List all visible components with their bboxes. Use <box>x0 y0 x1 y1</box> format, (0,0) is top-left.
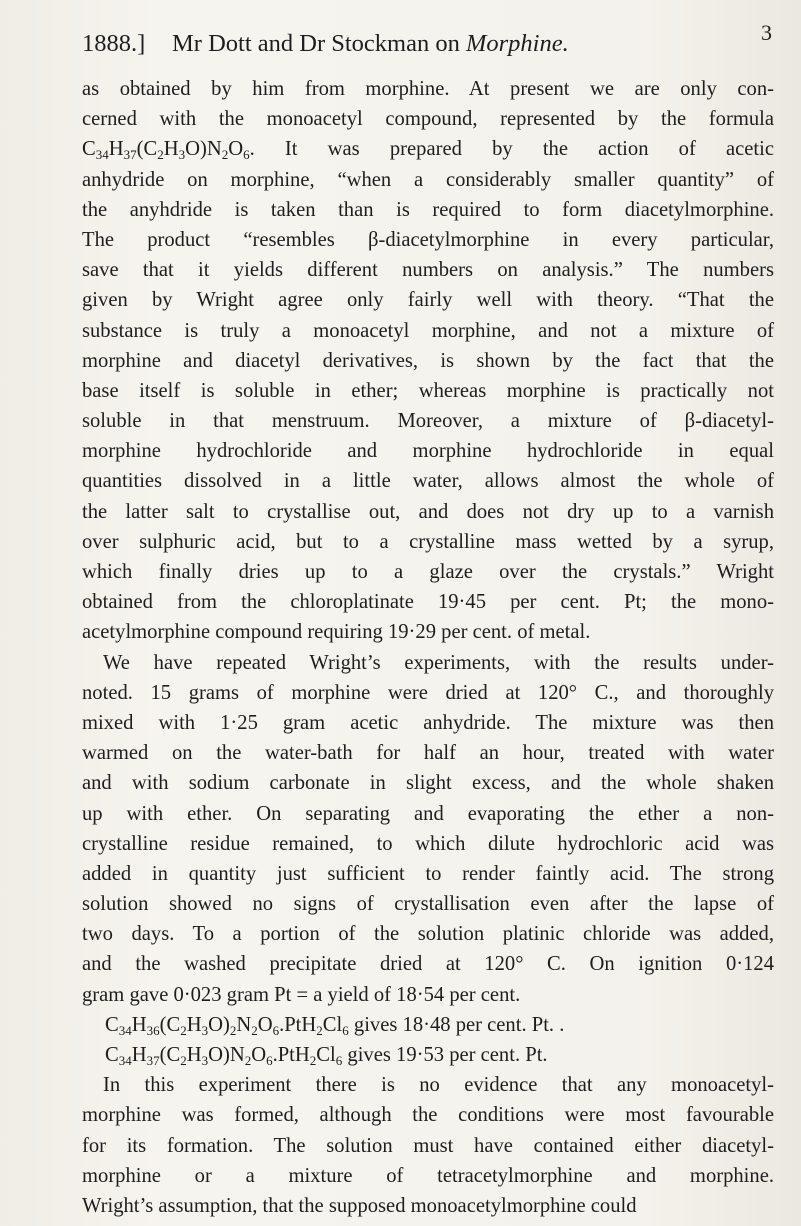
text-line: $C_{34}H_{36}(C_2H_3O)_2N_2O_6.PtH_2Cl_6$ gives 18·48 per cent. Pt. . <box>105 1013 565 1038</box>
header-year: 1888.] <box>82 30 146 57</box>
header-authors: Mr Dott and Dr Stockman on <box>172 30 460 57</box>
text-line: gram gave 0·023 gram Pt = a yield of 18·54 per cent. <box>82 983 521 1006</box>
text-line: soluble in that menstruum. Moreover, a mixture of β-diacetyl- <box>82 410 774 433</box>
text-line: The product “resembles β-diacetylmorphine in every particular, <box>82 228 774 251</box>
text-line: $C_{34}H_{37}(C_2H_3O)N_2O_6.PtH_2Cl_6$ gives 19·53 per cent. Pt. <box>105 1044 548 1068</box>
text-line: In this experiment there is no evidence that any monoacetyl- <box>103 1074 774 1097</box>
text-line: morphine hydrochloride and morphine hydrochloride in equal <box>82 440 774 463</box>
header-title <box>172 30 569 58</box>
text-line: cerned with the monoacetyl compound, represented by the formula <box>82 108 774 131</box>
text-line: morphine was formed, although the conditions were most favourable <box>82 1104 774 1127</box>
text-line: for its formation. The solution must have contained either diacetyl- <box>82 1134 774 1157</box>
header-subject: Morphine. <box>465 30 569 57</box>
text-line: Wright’s assumption, that the supposed monoacetylmorphine could <box>82 1194 637 1217</box>
text-line: morphine and diacetyl derivatives, is shown by the fact that the <box>82 349 774 372</box>
text-line: acetylmorphine compound requiring 19·29 per cent. of metal. <box>82 621 591 644</box>
text-line: crystalline residue remained, to which dilute hydrochloric acid was <box>82 832 774 855</box>
text-line: obtained from the chloroplatinate 19·45 per cent. Pt; the mono- <box>82 591 774 614</box>
text-line: quantities dissolved in a little water, allows almost the whole of <box>82 470 774 493</box>
text-line: as obtained by him from morphine. At present we are only con- <box>82 78 774 100</box>
text-line: which finally dries up to a glaze over the crystals.” Wright <box>82 561 774 583</box>
text-line: substance is truly a monoacetyl morphine, and not a mixture of <box>82 319 774 342</box>
text-line: We have repeated Wright’s experiments, with the results under- <box>103 651 774 674</box>
page-number: 3 <box>761 20 772 45</box>
text-line: morphine or a mixture of tetracetylmorphine and morphine. <box>82 1164 774 1187</box>
text-line: warmed on the water-bath for half an hour, treated with water <box>82 742 774 765</box>
text-line: $C_{34}H_{37}(C_2H_3O)N_2O_6$. It was prepared by the action of acetic <box>82 138 774 163</box>
text-line: mixed with 1·25 gram acetic anhydride. The mixture was then <box>82 711 774 734</box>
text-line: and with sodium carbonate in slight excess, and the whole shaken <box>82 772 774 795</box>
running-header <box>82 20 772 70</box>
text-line: given by Wright agree only fairly well with theory. “That the <box>82 289 774 312</box>
text-line: base itself is soluble in ether; whereas morphine is practically not <box>82 379 774 402</box>
text-line: over sulphuric acid, but to a crystalline mass wetted by a syrup, <box>82 530 774 553</box>
text-line: two days. To a portion of the solution platinic chloride was added, <box>82 923 774 946</box>
text-line: noted. 15 grams of morphine were dried at 120° C., and thoroughly <box>82 681 774 704</box>
text-line: solution showed no signs of crystallisation even after the lapse of <box>82 893 774 916</box>
text-line: the anyhdride is taken than is required to form diacetylmorphine. <box>82 198 774 221</box>
text-line: anhydride on morphine, “when a considerably smaller quantity” of <box>82 168 774 191</box>
text-line: the latter salt to crystallise out, and does not dry up to a varnish <box>82 500 774 523</box>
text-line: up with ether. On separating and evaporating the ether a non- <box>82 802 774 825</box>
text-line: save that it yields different numbers on analysis.” The numbers <box>82 259 774 282</box>
text-line: added in quantity just sufficient to render faintly acid. The strong <box>82 862 774 885</box>
text-line: and the washed precipitate dried at 120° C. On ignition 0·124 <box>82 953 774 976</box>
body-text <box>82 74 774 1221</box>
